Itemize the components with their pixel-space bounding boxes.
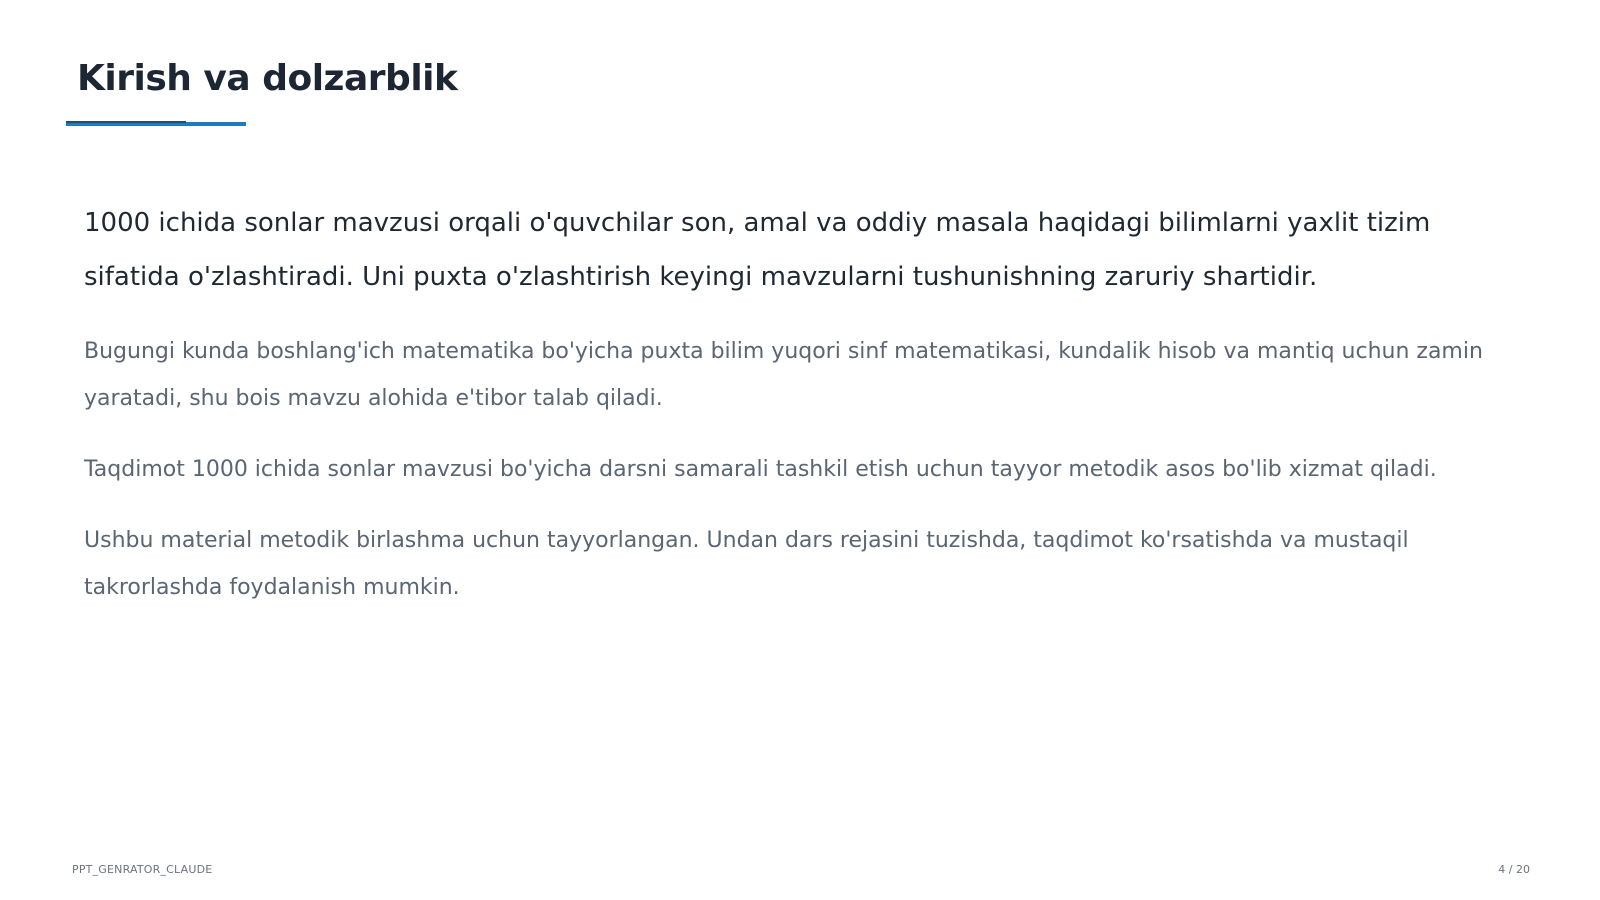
lead-paragraph: 1000 ichida sonlar mavzusi orqali o'quvchilar son, amal va oddiy masala haqidagi bilimlarni yaxlit tizim sifatida o'zlashtiradi. Uni puxta o'zlashtirish keyingi mavzularni tushunishning zaruriy shartidir. xyxy=(84,208,1431,292)
title-underline-accent xyxy=(66,121,186,123)
body-paragraph-3: Ushbu material metodik birlashma uchun tayyorlangan. Undan dars rejasini tuzishda, taqdimot ko'rsatishda va mustaqil takrorlashda foydalanish mumkin. xyxy=(84,528,1409,600)
footer-source-label: PPT_GENRATOR_CLAUDE xyxy=(72,863,213,876)
slide-content xyxy=(84,196,1514,635)
body-paragraph-2: Taqdimot 1000 ichida sonlar mavzusi bo'yicha darsni samarali tashkil etish uchun tayyor metodik asos bo'lib xizmat qiladi. xyxy=(84,457,1437,482)
page-indicator: 4 / 20 xyxy=(1498,863,1530,876)
slide-title: Kirish va dolzarblik xyxy=(77,58,458,99)
body-paragraph-1: Bugungi kunda boshlang'ich matematika bo'yicha puxta bilim yuqori sinf matematikasi, kundalik hisob va mantiq uchun zamin yaratadi, shu bois mavzu alohida e'tibor talab qiladi. xyxy=(84,339,1483,411)
